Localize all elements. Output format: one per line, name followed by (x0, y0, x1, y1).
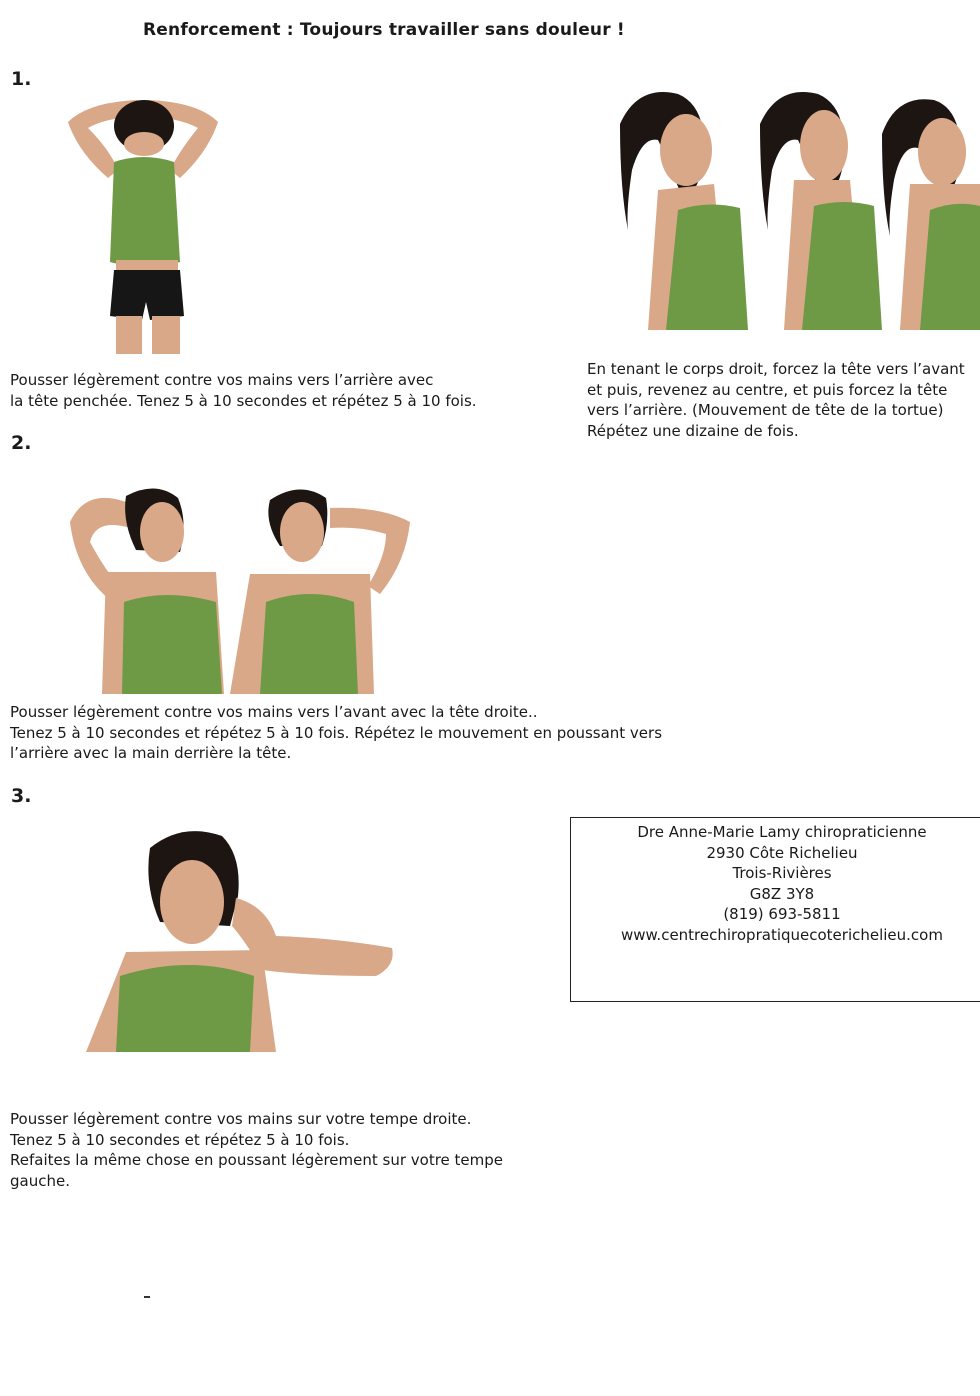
contact-postal-code: G8Z 3Y8 (749, 884, 815, 903)
exercise-1-instructions: Pousser légèrement contre vos mains vers l’arrière avec la tête penchée. Tenez 5 à 10 secondes et répétez 5 à 10 fois. (10, 371, 477, 410)
turtle-exercise-instructions: En tenant le corps droit, forcez la tête vers l’avant et puis, revenez au centre, et puis forcez la tête vers l’arrière. (Mouvement de tête de la tortue) Répétez une dizaine de fois. (587, 360, 965, 440)
contact-phone: (819) 693-5811 (723, 905, 841, 923)
turtle-pose-forward (620, 92, 748, 330)
exercise-3-photo (86, 826, 398, 1052)
contact-street: 2930 Côte Richelieu (706, 843, 858, 862)
page-title: Renforcement : Toujours travailler sans douleur ! (143, 20, 625, 40)
exercise-1-photo (58, 92, 228, 354)
contact-name: Dre Anne-Marie Lamy chiropraticienne (637, 823, 927, 841)
exercise-1-number: 1. (11, 68, 32, 90)
exercise-2-pose-back (70, 488, 224, 694)
exercise-3-instructions: Pousser légèrement contre vos mains sur votre tempe droite. Tenez 5 à 10 secondes et répétez 5 à 10 fois. Refaites la même chose en poussant légèrement sur votre tempe gauche. (10, 1110, 504, 1190)
exercise-2-photo (66, 482, 416, 694)
turtle-pose-center (760, 92, 882, 330)
contact-website: www.centrechiropratiquecoterichelieu.com (621, 925, 943, 944)
exercise-2-instructions: Pousser légèrement contre vos mains vers l’avant avec la tête droite.. Tenez 5 à 10 secondes et répétez 5 à 10 fois. Répétez le mouvement en poussant vers l’arrière avec la main derrière la tête. (10, 703, 663, 762)
turtle-pose-backward (882, 99, 980, 330)
exercise-2-pose-front (230, 489, 410, 694)
contact-city: Trois-Rivières (732, 864, 832, 882)
scan-mark (144, 1296, 150, 1298)
contact-box (570, 817, 980, 1002)
turtle-exercise-photo-strip (618, 80, 980, 330)
exercise-2-number: 2. (11, 432, 32, 454)
exercise-3-number: 3. (11, 785, 32, 807)
